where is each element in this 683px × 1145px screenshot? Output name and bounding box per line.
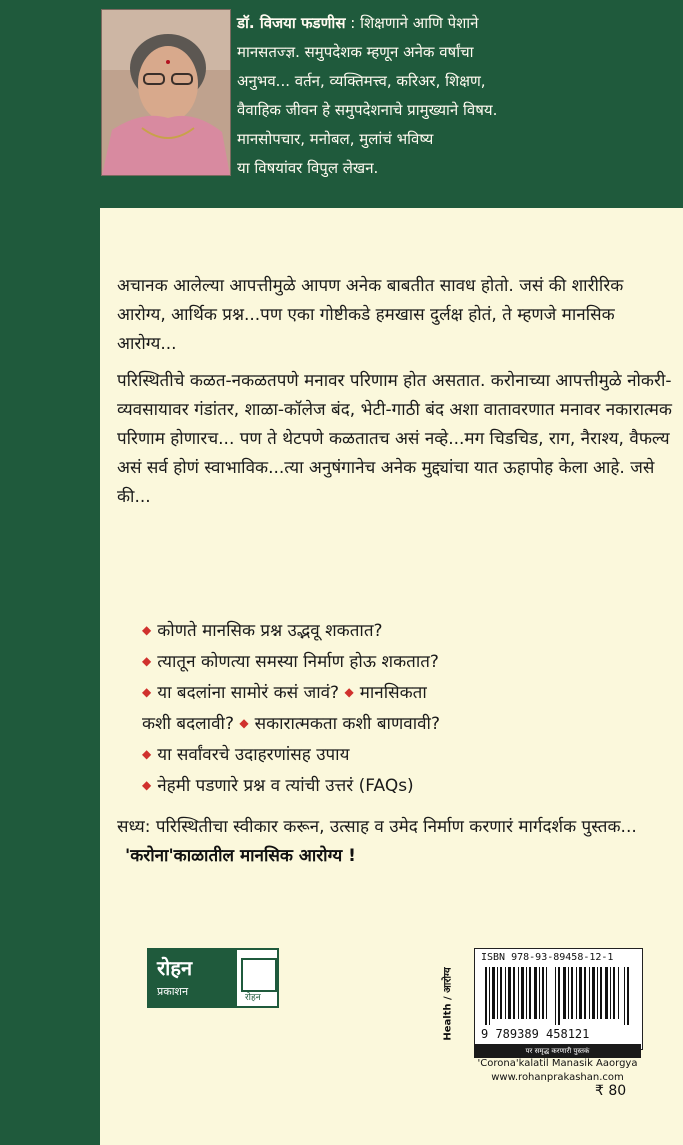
publisher-website: www.rohanprakashan.com	[491, 1072, 624, 1083]
author-bio-line-2: मानसतज्ज्ञ. समुपदेशक म्हणून अनेक वर्षांचा	[237, 43, 474, 61]
publisher-logo-block	[149, 950, 237, 1006]
publisher-tagline: पर समृद्ध करणारी पुस्तकं	[474, 1044, 641, 1058]
blurb-paragraph-1: अचानक आलेल्या आपत्तीमुळे आपण अनेक बाबतीत सावध होतो. जसं की शारीरिक आरोग्य, आर्थिक प्रश्न...पण एका गोष्टीकडे हमखास दुर्लक्ष होतं, ते म्हणजे मानसिक आरोग्य...	[117, 276, 624, 354]
blurb-paragraph-2: परिस्थितीचे कळत-नकळतपणे मनावर परिणाम होत असतात. करोनाच्या आपत्तीमुळे नोकरी-व्यवसायावर गंडांतर, शाळा-कॉलेज बंद, भेटी-गाठी बंद अशा वातावरणात मनावर नकारात्मक परिणाम होणारच... पण ते थेटपणे कळतातच असं नव्हे...मग चिडचिड, राग, नैराश्य, वैफल्य असं सर्व होणं स्वाभाविक...त्या अनुषंगानेच अनेक मुद्द्यांचा यात ऊहापोह केला आहे. जसे की...	[117, 371, 672, 507]
author-bio-line-5: मानसोपचार, मनोबल, मुलांचं भविष्य	[237, 130, 434, 148]
barcode-bars	[483, 967, 633, 1025]
diamond-bullet-icon: ◆	[142, 623, 152, 637]
author-bio	[237, 9, 669, 183]
topic-list	[142, 615, 672, 801]
price-label: ₹ 80	[595, 1083, 627, 1099]
author-bio-line-6: या विषयांवर विपुल लेखन.	[237, 159, 379, 177]
list-item: ◆ त्यातून कोणत्या समस्या निर्माण होऊ शकतात?	[142, 652, 439, 672]
romanized-title: 'Corona'kalatil Manasik Aaorgya	[477, 1058, 638, 1069]
list-item: कशी बदलावी? ◆ सकारात्मकता कशी बाणवावी?	[142, 714, 440, 734]
list-item: ◆ कोणते मानसिक प्रश्न उद्भवू शकतात?	[142, 621, 383, 641]
publisher-logo	[147, 948, 279, 1008]
author-bio-line-4: वैवाहिक जीवन हे समुपदेशनाचे प्रामुख्याने विषय.	[237, 101, 498, 119]
publisher-brand: रोहन	[157, 956, 193, 980]
barcode-number: 9 789389 458121	[481, 1027, 590, 1041]
author-bio-line-3: अनुभव... वर्तन, व्यक्तिमत्त्व, करिअर, शिक्षण,	[237, 72, 486, 90]
blurb-intro	[117, 272, 673, 520]
isbn-text: ISBN 978-93-89458-12-1	[481, 952, 614, 963]
author-name: डॉ. विजया फडणीस	[237, 14, 346, 32]
book-title-highlight: 'करोना'काळातील मानसिक आरोग्य !	[125, 846, 356, 866]
closing-text: सध्य: परिस्थितीचा स्वीकार करून, उत्साह व उमेद निर्माण करणारं मार्गदर्शक पुस्तक...	[117, 817, 637, 837]
barcode	[474, 948, 643, 1050]
author-bio-line-1: डॉ. विजया फडणीस : शिक्षणाने आणि पेशाने	[237, 14, 479, 32]
diamond-bullet-icon: ◆	[142, 654, 152, 668]
diamond-bullet-icon: ◆	[142, 685, 152, 699]
book-icon	[241, 958, 277, 992]
list-item: ◆ या बदलांना सामोरं कसं जावं? ◆ मानसिकता	[142, 683, 427, 703]
diamond-bullet-icon: ◆	[239, 716, 249, 730]
author-portrait-image	[102, 10, 230, 175]
diamond-bullet-icon: ◆	[344, 685, 354, 699]
publisher-sub: प्रकाशन	[157, 985, 189, 998]
diamond-bullet-icon: ◆	[142, 747, 152, 761]
category-label: Health / आरोग्य	[442, 967, 454, 1041]
diamond-bullet-icon: ◆	[142, 778, 152, 792]
list-item: ◆ या सर्वांवरचे उदाहरणांसह उपाय	[142, 745, 350, 765]
blurb-closing	[117, 813, 673, 871]
publisher-small-label: रोहन	[245, 993, 261, 1003]
author-photo	[101, 9, 231, 176]
list-item: ◆ नेहमी पडणारे प्रश्न व त्यांची उत्तरं (FAQs)	[142, 776, 414, 796]
